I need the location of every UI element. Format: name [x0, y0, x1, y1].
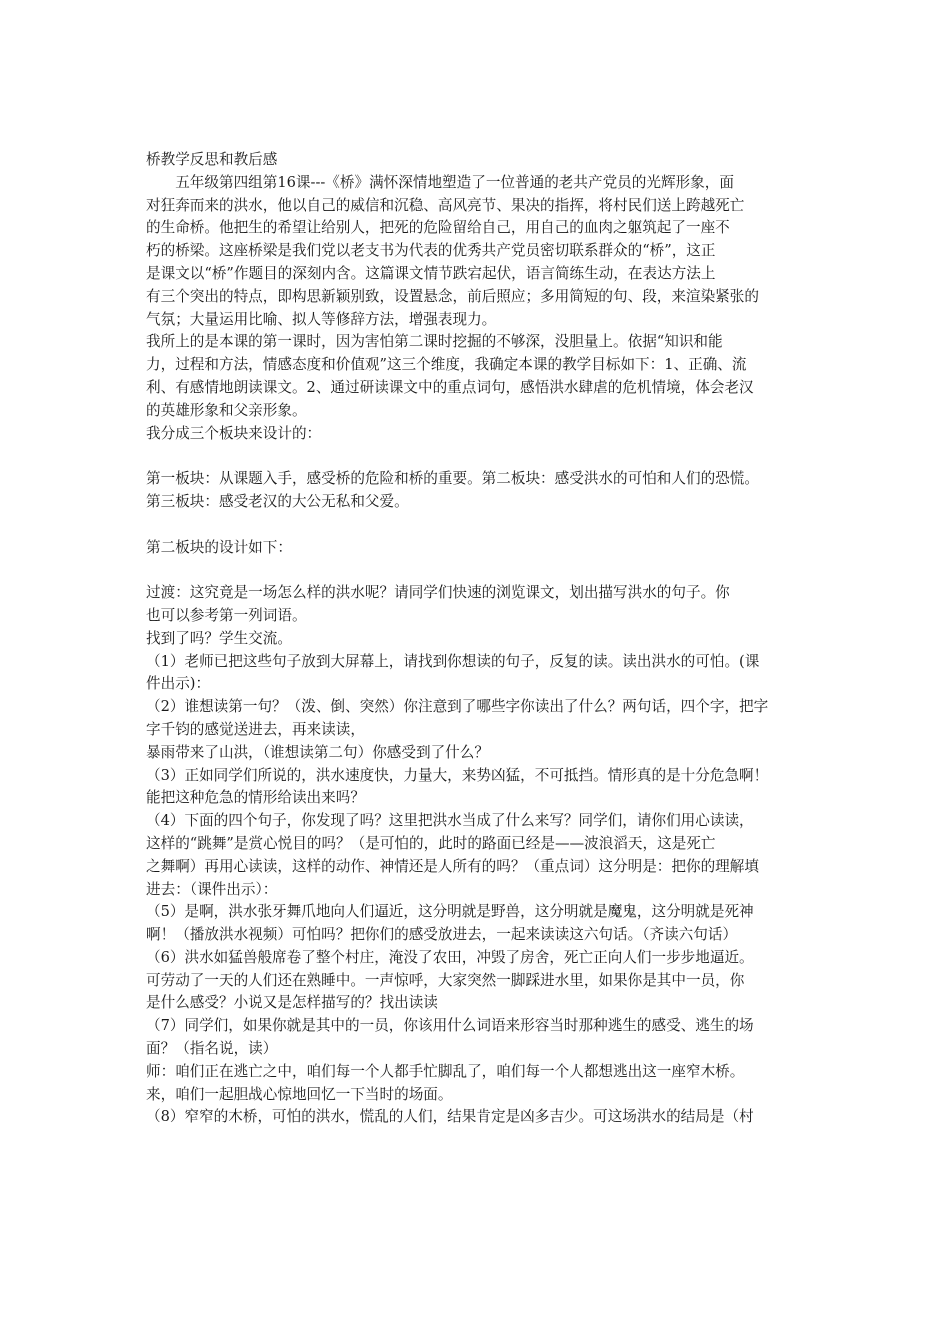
- document-title: 桥教学反思和教后感: [146, 151, 278, 168]
- text-line: 第二板块的设计如下：: [146, 538, 292, 556]
- text-line: 朽的桥梁。这座桥梁是我们党以老支书为代表的优秀共产党员密切联系群众的“桥”，这正: [146, 242, 716, 260]
- text-line: 是什么感受？小说又是怎样描写的？找出读读: [146, 994, 438, 1012]
- text-line: 的生命桥。他把生的希望让给别人，把死的危险留给自己，用自己的血肉之躯筑起了一座不: [146, 219, 730, 237]
- text-line: （5）是啊，洪水张牙舞爪地向人们逼近，这分明就是野兽，这分明就是魔鬼，这分明就是死神: [146, 903, 754, 921]
- text-line: 是课文以“桥”作题目的深刻内含。这篇课文情节跌宕起伏，语言简练生动，在表达方法上: [146, 264, 716, 282]
- text-line: [146, 559, 808, 582]
- text-line: 件出示)：: [146, 675, 211, 693]
- text-line: 五年级第四组第16课---《桥》满怀深情地塑造了一位普通的老共产党员的光辉形象，面: [146, 173, 734, 191]
- text-line: 面？（指名说，读）: [146, 1040, 278, 1058]
- text-line: 力，过程和方法，情感态度和价值观”这三个维度，我确定本课的教学目标如下：1、正确、流: [146, 356, 747, 374]
- text-line: [146, 445, 808, 468]
- text-line: （2）谁想读第一句？（泼、倒、突然）你注意到了哪些字你读出了什么？两句话，四个字，把字: [146, 698, 769, 716]
- text-line: 对狂奔而来的洪水，他以自己的威信和沉稳、高风亮节、果决的指挥，将村民们送上跨越死亡: [146, 196, 745, 214]
- text-line: （4）下面的四个句子，你发现了吗？这里把洪水当成了什么来写？同学们，请你们用心读读，: [146, 812, 754, 830]
- text-line: 这样的“跳舞”是赏心悦目的吗？（是可怕的，此时的路面已经是——波浪滔天，这是死亡: [146, 834, 716, 852]
- document-body: [146, 149, 808, 1129]
- text-line: 的英雄形象和父亲形象。: [146, 401, 307, 419]
- text-line: 啊！（播放洪水视频）可怕吗？把你们的感受放进去，一起来读读这六句话。（齐读六句话）: [146, 926, 738, 944]
- text-line: 第三板块：感受老汉的大公无私和父爱。: [146, 492, 409, 510]
- text-line: 找到了吗？学生交流。: [146, 629, 292, 647]
- text-line: 师：咱们正在逃亡之中，咱们每一个人都手忙脚乱了，咱们每一个人都想逃出这一座窄木桥。: [146, 1062, 745, 1080]
- text-line: （8）窄窄的木桥，可怕的洪水，慌乱的人们，结果肯定是凶多吉少。可这场洪水的结局是（村: [146, 1108, 754, 1126]
- text-line: （3）正如同学们所说的，洪水速度快，力量大，来势凶猛，不可抵挡。情形真的是十分危急啊！: [146, 766, 769, 784]
- text-line: 过渡：这究竟是一场怎么样的洪水呢？请同学们快速的浏览课文，划出描写洪水的句子。你: [146, 584, 730, 602]
- text-line: （6）洪水如猛兽般席卷了整个村庄，淹没了农田，冲毁了房舍，死亡正向人们一步步地逼近。: [146, 948, 754, 966]
- text-line: （7）同学们，如果你就是其中的一员，你该用什么词语来形容当时那种逃生的感受、逃生的场: [146, 1017, 754, 1035]
- text-line: 我分成三个板块来设计的：: [146, 424, 322, 442]
- text-line: 我所上的是本课的第一课时，因为害怕第二课时挖掘的不够深，没胆量上。依据“知识和能: [146, 333, 723, 351]
- text-line: 来，咱们一起胆战心惊地回忆一下当时的场面。: [146, 1085, 453, 1103]
- text-line: 进去：（课件出示）：: [146, 880, 278, 898]
- text-line: 可劳动了一天的人们还在熟睡中。一声惊呼，大家突然一脚踩进水里，如果你是其中一员，你: [146, 971, 745, 989]
- text-line: 利、有感情地朗读课文。2、通过研读课文中的重点词句，感悟洪水肆虐的危机情境，体会老汉: [146, 378, 754, 396]
- text-line: 字千钧的感觉送进去，再来读读，: [146, 720, 365, 738]
- text-line: 之舞啊）再用心读读，这样的动作、神情还是人所有的吗？（重点词）这分明是：把你的理解填: [146, 857, 759, 875]
- text-line: 气氛；大量运用比喻、拟人等修辞方法，增强表现力。: [146, 310, 497, 328]
- text-line: 能把这种危急的情形给读出来吗？: [146, 789, 365, 807]
- text-line: [146, 514, 808, 537]
- text-line: 有三个突出的特点，即构思新颖别致，设置悬念，前后照应；多用简短的句、段，来渲染紧张的: [146, 287, 759, 305]
- text-line: （1）老师已把这些句子放到大屏幕上，请找到你想读的句子，反复的读。读出洪水的可怕。(课: [146, 652, 760, 670]
- text-line: 也可以参考第一列词语。: [146, 606, 307, 624]
- text-line: 第一板块：从课题入手，感受桥的危险和桥的重要。第二板块：感受洪水的可怕和人们的恐慌。: [146, 470, 759, 488]
- text-line: 暴雨带来了山洪，（谁想读第二句）你感受到了什么？: [146, 743, 489, 761]
